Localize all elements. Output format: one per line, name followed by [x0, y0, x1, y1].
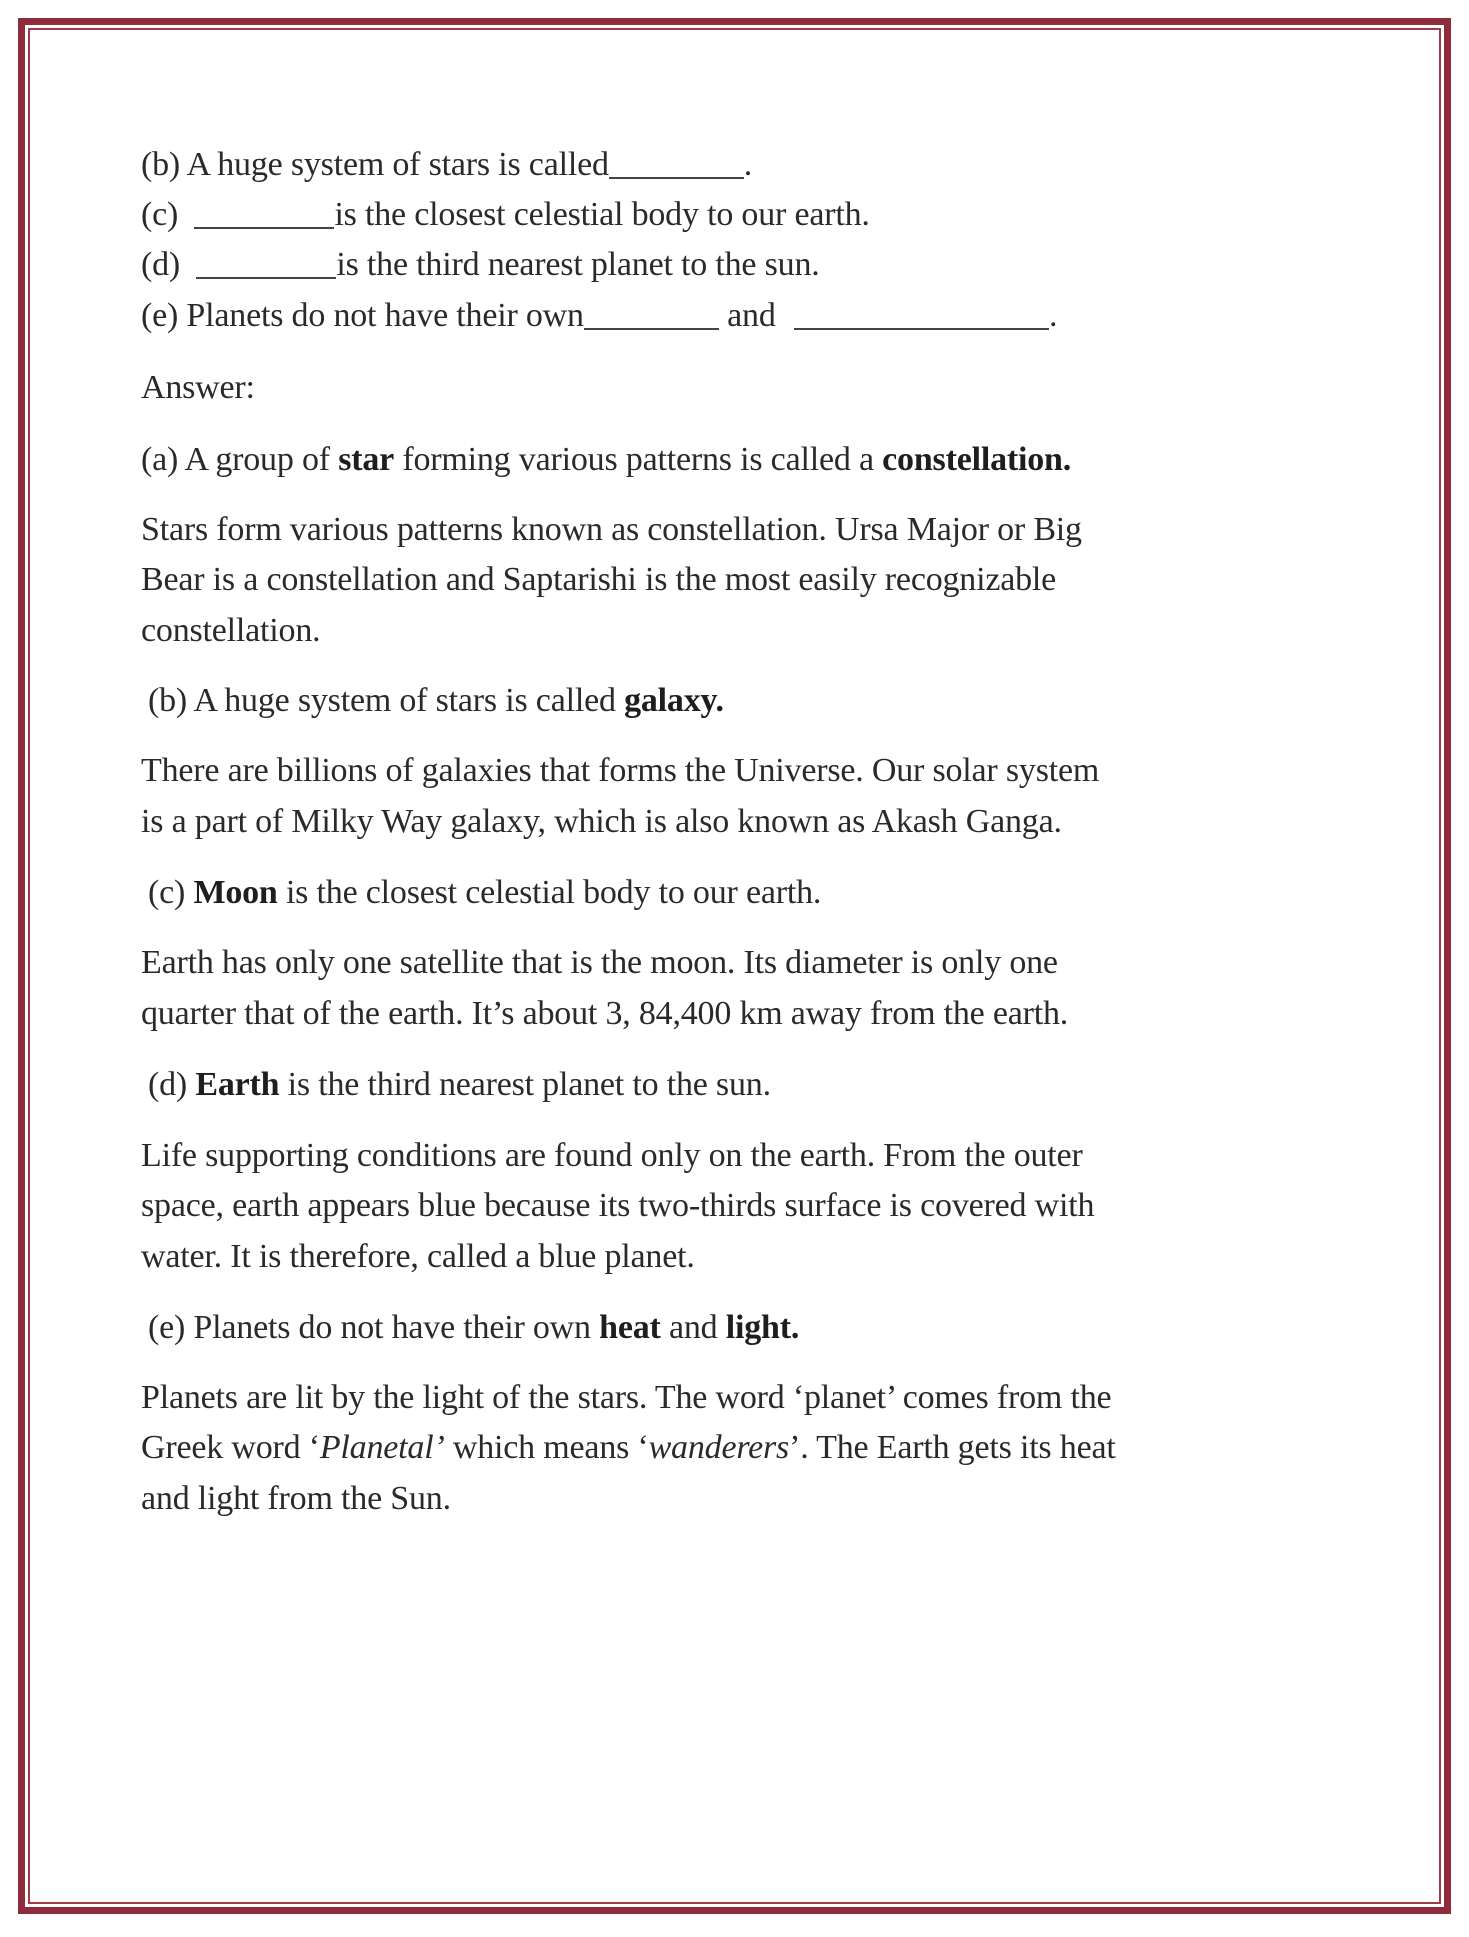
- explanation-a-line: Bear is a constellation and Saptarishi is the most easily recognizable: [141, 561, 1057, 598]
- answer-e: (e) Planets do not have their own heat and light.: [148, 1309, 800, 1346]
- explanation-e-line: Planets are lit by the light of the stars. The word ‘planet’ comes from the: [141, 1379, 1112, 1416]
- explanation-a-line: Stars form various patterns known as constellation. Ursa Major or Big: [141, 511, 1082, 548]
- explanation-d-line: Life supporting conditions are found only on the earth. From the outer: [141, 1137, 1083, 1174]
- answer-a: (a) A group of star forming various patterns is called a constellation.: [141, 441, 1072, 478]
- answer-c: (c) Moon is the closest celestial body to our earth.: [148, 874, 822, 911]
- answer-blank: [794, 298, 1049, 330]
- answer-blank: [609, 147, 744, 179]
- answer-label: Answer:: [141, 369, 255, 406]
- question-d: (d) is the third nearest planet to the sun.: [141, 246, 820, 283]
- answer-blank: [584, 298, 719, 330]
- question-e: (e) Planets do not have their own and .: [141, 297, 1058, 334]
- explanation-c-line: Earth has only one satellite that is the moon. Its diameter is only one: [141, 944, 1058, 981]
- explanation-e-line: Greek word ‘Planetal’ which means ‘wanderers’. The Earth gets its heat: [141, 1429, 1116, 1466]
- answer-b: (b) A huge system of stars is called galaxy.: [148, 682, 724, 719]
- answer-d: (d) Earth is the third nearest planet to the sun.: [148, 1066, 771, 1103]
- explanation-c-line: quarter that of the earth. It’s about 3, 84,400 km away from the earth.: [141, 995, 1069, 1032]
- explanation-d-line: space, earth appears blue because its two-thirds surface is covered with: [141, 1187, 1095, 1224]
- explanation-e-line: and light from the Sun.: [141, 1480, 451, 1517]
- explanation-a-line: constellation.: [141, 612, 321, 649]
- explanation-b-line: is a part of Milky Way galaxy, which is also known as Akash Ganga.: [141, 803, 1062, 840]
- answer-blank: [196, 247, 336, 279]
- answer-blank: [194, 197, 334, 229]
- question-c: (c) is the closest celestial body to our earth.: [141, 196, 870, 233]
- explanation-b-line: There are billions of galaxies that forms the Universe. Our solar system: [141, 752, 1100, 789]
- question-b: (b) A huge system of stars is called .: [141, 146, 753, 183]
- explanation-d-line: water. It is therefore, called a blue planet.: [141, 1238, 695, 1275]
